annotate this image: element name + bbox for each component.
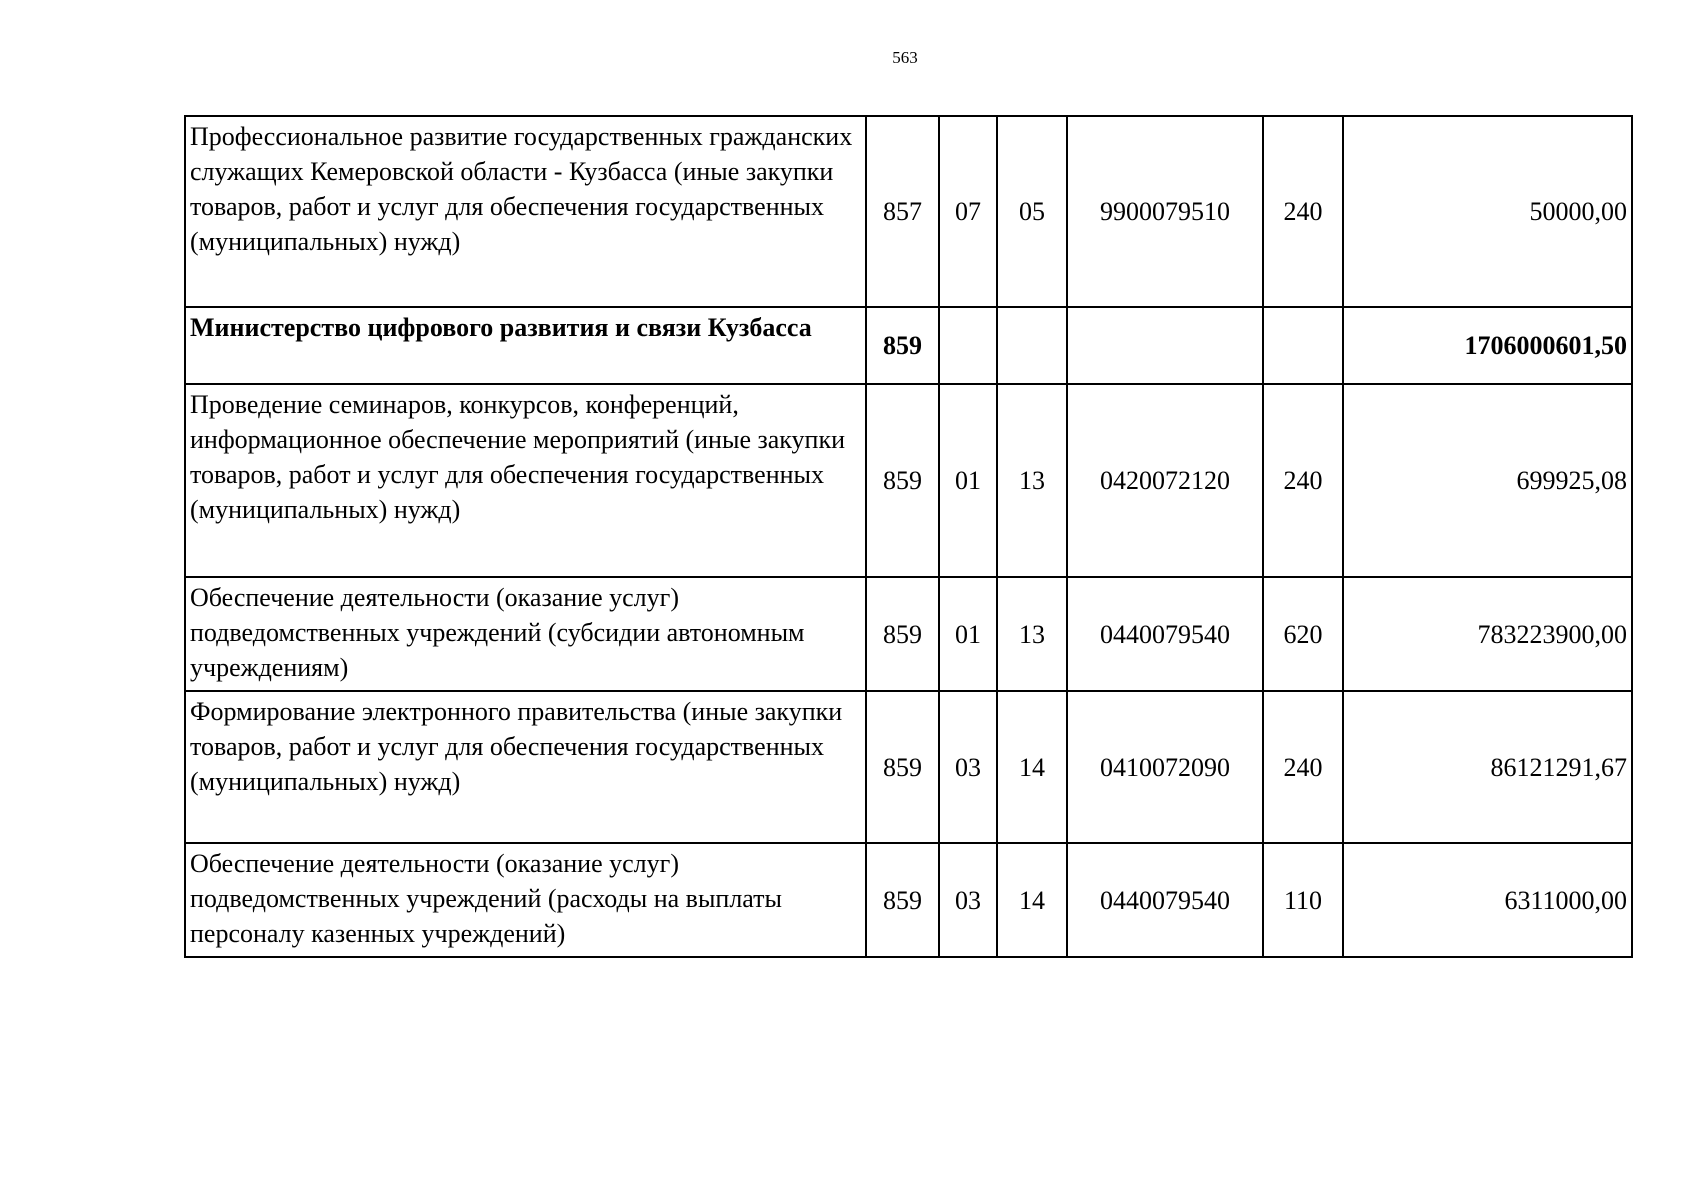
row-description: Министерство цифрового развития и связи Кузбасса	[185, 307, 866, 384]
target-code	[1067, 307, 1263, 384]
ministry-code: 859	[866, 691, 939, 843]
section-code: 01	[939, 577, 997, 691]
subsection-code: 05	[997, 116, 1067, 307]
table-row	[185, 384, 1632, 577]
expense-type-code: 240	[1263, 691, 1343, 843]
subsection-code	[997, 307, 1067, 384]
row-description: Обеспечение деятельности (оказание услуг) подведомственных учреждений (субсидии автономным учреждениям)	[185, 577, 866, 691]
section-code	[939, 307, 997, 384]
expense-type-code: 240	[1263, 384, 1343, 577]
expense-type-code: 620	[1263, 577, 1343, 691]
section-code: 03	[939, 843, 997, 957]
table-row	[185, 843, 1632, 957]
amount: 1706000601,50	[1343, 307, 1632, 384]
ministry-code: 859	[866, 307, 939, 384]
ministry-code: 859	[866, 843, 939, 957]
row-description: Профессиональное развитие государственных гражданских служащих Кемеровской области - Кузбасса (иные закупки товаров, работ и услуг для обеспечения государственных (муниципальных) нужд)	[185, 116, 866, 307]
table-row	[185, 116, 1632, 307]
table-row	[185, 691, 1632, 843]
ministry-code: 859	[866, 577, 939, 691]
ministry-code: 859	[866, 384, 939, 577]
table-row	[185, 307, 1632, 384]
row-description: Формирование электронного правительства (иные закупки товаров, работ и услуг для обеспечения государственных (муниципальных) нужд)	[185, 691, 866, 843]
page-number: 563	[892, 48, 918, 67]
amount: 86121291,67	[1343, 691, 1632, 843]
amount: 6311000,00	[1343, 843, 1632, 957]
subsection-code: 14	[997, 691, 1067, 843]
subsection-code: 13	[997, 384, 1067, 577]
expense-type-code: 110	[1263, 843, 1343, 957]
target-code: 0410072090	[1067, 691, 1263, 843]
target-code: 0440079540	[1067, 843, 1263, 957]
subsection-code: 13	[997, 577, 1067, 691]
row-description: Проведение семинаров, конкурсов, конференций, информационное обеспечение мероприятий (иные закупки товаров, работ и услуг для обеспечения государственных (муниципальных) нужд)	[185, 384, 866, 577]
amount: 50000,00	[1343, 116, 1632, 307]
section-code: 07	[939, 116, 997, 307]
amount: 783223900,00	[1343, 577, 1632, 691]
row-description: Обеспечение деятельности (оказание услуг) подведомственных учреждений (расходы на выплаты персоналу казенных учреждений)	[185, 843, 866, 957]
expense-type-code: 240	[1263, 116, 1343, 307]
table-row	[185, 577, 1632, 691]
target-code: 0440079540	[1067, 577, 1263, 691]
target-code: 9900079510	[1067, 116, 1263, 307]
amount: 699925,08	[1343, 384, 1632, 577]
ministry-code: 857	[866, 116, 939, 307]
subsection-code: 14	[997, 843, 1067, 957]
budget-table	[184, 115, 1633, 958]
section-code: 01	[939, 384, 997, 577]
target-code: 0420072120	[1067, 384, 1263, 577]
section-code: 03	[939, 691, 997, 843]
expense-type-code	[1263, 307, 1343, 384]
